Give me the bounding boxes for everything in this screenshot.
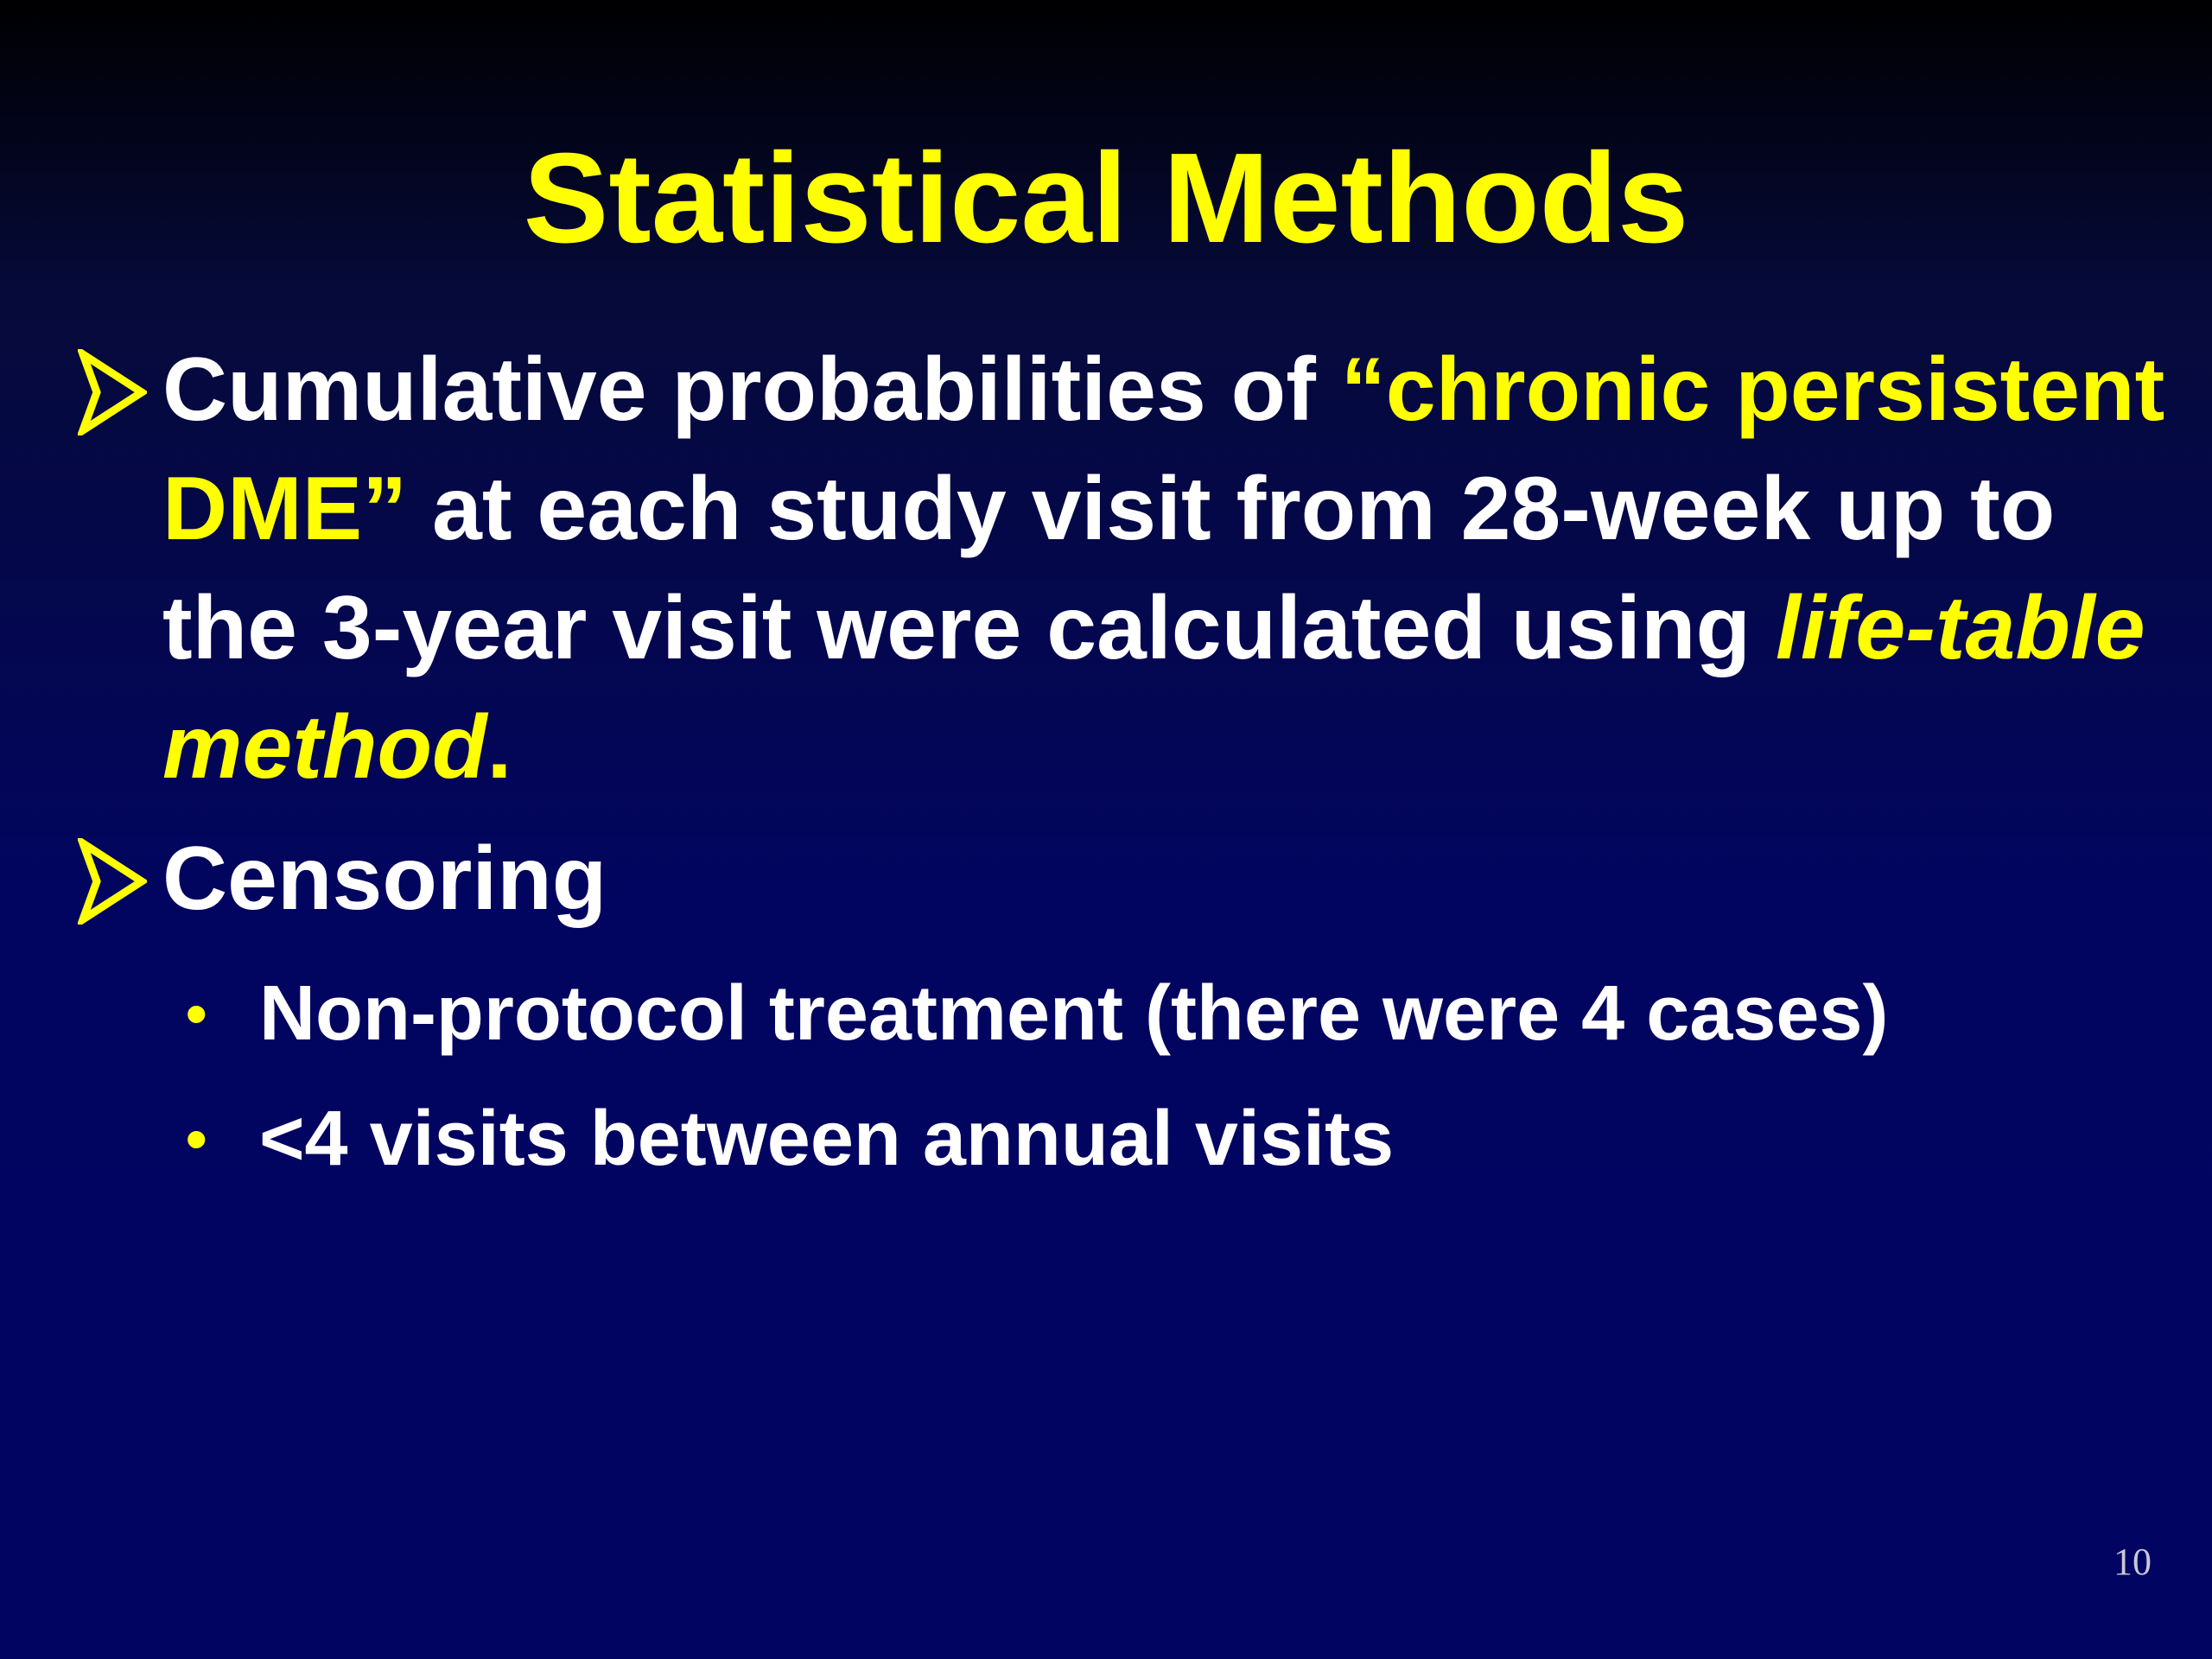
bullet-item-cumulative-probabilities [78,330,2186,807]
sub-bullet-non-protocol-treatment [186,962,2173,1065]
dot-bullet-icon: • [186,980,207,1047]
bullet-text [162,330,2186,807]
bullet-text-segment: Cumulative probabilities of [162,340,1341,440]
sub-bullet-text: Non-protocol treatment (there were 4 cases) [259,970,1889,1057]
slide-title: Statistical Methods [523,127,1689,270]
bullet-text-segment: at each study visit from 28-week up to the 3-year visit were calculated using [162,459,2056,678]
dot-bullet-icon: • [186,1105,207,1173]
bullet-text: Censoring [162,829,607,929]
bullet-item-censoring [78,819,2186,938]
page-number: 10 [2113,1541,2152,1583]
bullet-highlight-chronic-persistent-dme: “chronic persistent DME” [162,340,2165,559]
sub-bullet-text: <4 visits between annual visits [259,1096,1395,1182]
bullet-text-period: . [486,697,512,798]
sub-bullet-visits-between-annual [186,1087,2173,1191]
bullet-highlight-life-table-method: life-table method [162,578,2145,798]
arrow-bullet-icon [78,838,147,925]
arrow-bullet-icon [78,349,147,435]
